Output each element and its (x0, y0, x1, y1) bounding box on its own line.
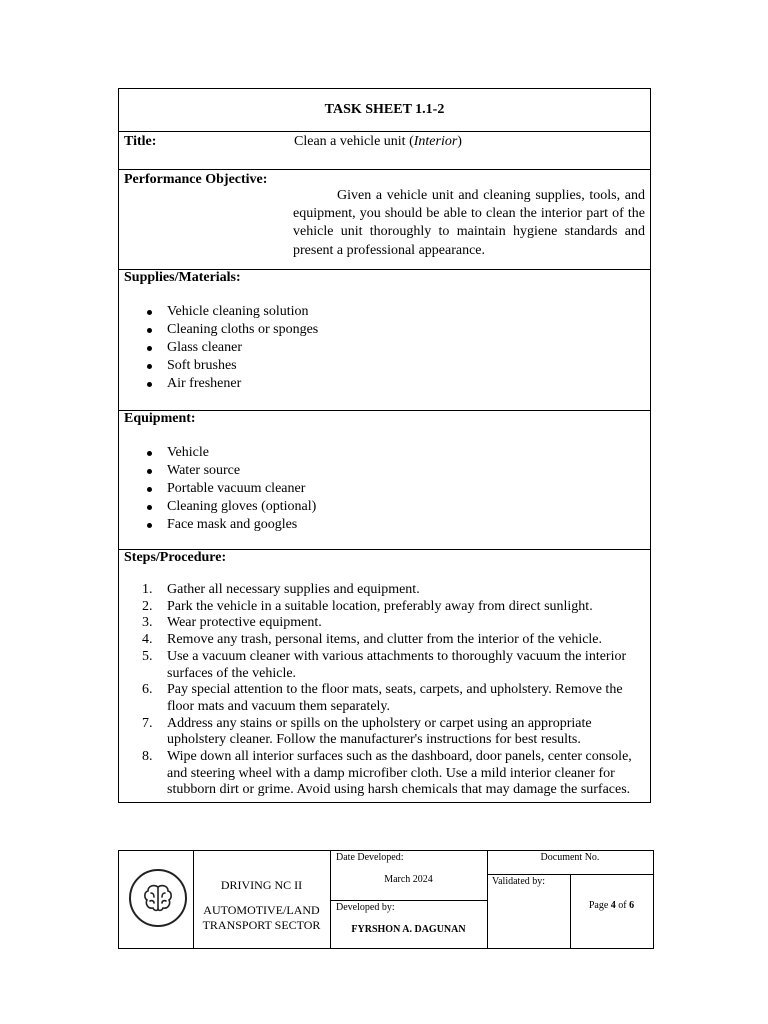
title-label: Title: (124, 134, 157, 149)
title-row (119, 131, 650, 169)
list-item: 6. Pay special attention to the floor mats, seats, carpets, and upholstery. Remove the floor mats and vacuum them separately. (142, 682, 623, 714)
list-item: 2. Park the vehicle in a suitable location, preferably away from direct sunlight. (142, 598, 593, 614)
supplies-section (119, 269, 650, 410)
developed-by-label: Developed by: (336, 902, 395, 913)
equipment-list (167, 444, 316, 534)
performance-objective-text: Given a vehicle unit and cleaning supplies, tools, and equipment, you should be able to clean the interior part of the vehicle unit thoroughly to maintain hygiene standards and present a professional appearance. (293, 188, 645, 258)
list-item: Face mask and googles (167, 516, 316, 534)
validated-by-label: Validated by: (492, 876, 546, 887)
list-item: 7. Address any stains or spills on the upholstery or carpet using an appropriate upholstery cleaner. Follow the manufacturer's instructions for best results. (142, 715, 592, 748)
steps-list (142, 582, 639, 799)
steps-label: Steps/Procedure: (124, 550, 227, 565)
list-item: Cleaning gloves (optional) (167, 499, 317, 514)
list-item: Vehicle (167, 444, 316, 462)
date-developed-value: March 2024 (384, 874, 433, 885)
list-item: Air freshener (167, 375, 318, 393)
document-number-label: Document No. (540, 852, 600, 863)
list-item: Glass cleaner (167, 339, 318, 357)
task-sheet (118, 88, 651, 803)
supplies-label: Supplies/Materials: (124, 270, 241, 285)
list-item: Cleaning cloths or sponges (167, 322, 319, 337)
list-item: Portable vacuum cleaner (167, 480, 316, 498)
list-item: 5. Use a vacuum cleaner with various attachments to thoroughly vacuum the interior surfaces of the vehicle. (142, 648, 627, 681)
list-item: 1. Gather all necessary supplies and equipment. (142, 582, 420, 597)
title-value: Clean a vehicle unit (Interior) (294, 134, 462, 149)
performance-objective-label: Performance Objective: (124, 172, 268, 187)
task-sheet-header (119, 89, 650, 131)
list-item: Water source (167, 462, 316, 480)
brain-logo-icon (129, 869, 187, 927)
sector-title: AUTOMOTIVE/LAND TRANSPORT SECTOR (202, 903, 321, 932)
list-item: Soft brushes (167, 357, 318, 375)
list-item: Vehicle cleaning solution (167, 303, 318, 321)
developer-name: FYRSHON A. DAGUNAN (351, 924, 466, 935)
equipment-label: Equipment: (124, 411, 196, 426)
performance-objective-section (119, 169, 650, 269)
list-item: 4. Remove any trash, personal items, and clutter from the interior of the vehicle. (142, 632, 603, 648)
supplies-list (167, 303, 318, 393)
task-sheet-title: TASK SHEET 1.1-2 (324, 102, 445, 117)
list-item: 3. Wear protective equipment. (142, 615, 322, 631)
document-footer (118, 850, 654, 949)
equipment-section (119, 410, 650, 549)
list-item: 8. Wipe down all interior surfaces such as the dashboard, door panels, center console, and steering wheel with a damp microfiber cloth. Use a mild interior cleaner for stubborn dirt or grime. Avoid using harsh chemicals that may damage the surfaces. (142, 749, 632, 798)
brain-icon (138, 878, 178, 918)
qualification-title: DRIVING NC II (220, 878, 303, 892)
date-developed-label: Date Developed: (336, 852, 404, 863)
page-indicator: Page 4 of 6 (588, 900, 635, 911)
steps-section (119, 549, 650, 802)
